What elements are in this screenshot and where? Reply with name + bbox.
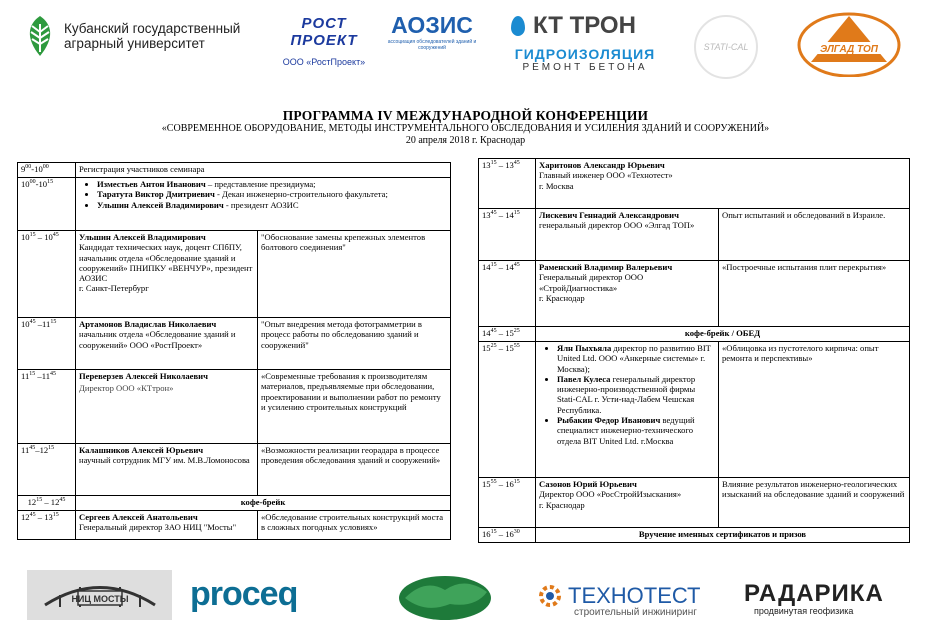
table-row xyxy=(479,327,910,342)
time-cell: $9^{00}-10^{00}$ xyxy=(18,163,76,178)
conference-date: 20 апреля 2018 г. Краснодар xyxy=(405,135,526,146)
nic-mosty-logo xyxy=(27,570,172,620)
time-cell: $14^{45} - 15^{25}$ xyxy=(479,327,536,342)
program-title: ПРОГРАММА IV МЕЖДУНАРОДНОЙ КОНФЕРЕНЦИИ xyxy=(282,108,649,123)
schedule-table-right xyxy=(478,158,910,543)
table-row xyxy=(479,478,910,528)
table-row xyxy=(479,159,910,209)
time-cell: $12^{15} - 12^{45}$ xyxy=(18,496,76,511)
kttron-name: КТ ТРОН xyxy=(533,12,636,39)
rostproekt-caption: ООО «РостПроект» xyxy=(282,57,366,67)
table-row xyxy=(479,342,910,478)
time-cell: $10^{45}$ $-11^{15}$ xyxy=(18,318,76,370)
kttron-line2: ГИДРОИЗОЛЯЦИЯ xyxy=(514,46,656,62)
water-drop-icon xyxy=(511,16,525,36)
rostproekt-logo xyxy=(276,15,372,69)
radarika-caption: продвинутая геофизика xyxy=(754,606,854,616)
kttron-line3: РЕМОНТ БЕТОНА xyxy=(522,62,648,73)
bridge-icon xyxy=(40,575,160,615)
list-item: • Изместьев Антон Иванович – представление президиума; xyxy=(97,179,447,189)
speaker-cell: Харитонов Александр Юрьевич Главный инженер ООО «Технотест» г. Москва xyxy=(536,159,910,209)
table-row xyxy=(18,163,451,178)
time-cell: $16^{15} - 16^{30}$ xyxy=(479,528,536,543)
elgad-emblem-icon xyxy=(797,12,901,77)
tehnotest-name: ТЕХНОТЕСТ xyxy=(568,583,701,608)
kgau-name-line1: Кубанский государственный xyxy=(64,21,241,36)
table-row xyxy=(18,496,451,511)
table-row xyxy=(18,318,451,370)
kgau-name-line2: аграрный университет xyxy=(64,36,205,51)
time-cell: $13^{45} - 14^{15}$ xyxy=(479,209,536,261)
list-item: • Рыбакин Федор Иванович ведущий специалист инженерно-технического отдела BIT United Ltd. г.Москва xyxy=(557,415,715,446)
aozis-logo xyxy=(386,12,478,70)
topic-cell: Опыт испытаний и обследований в Израиле. xyxy=(719,209,910,261)
session-cell xyxy=(76,178,451,231)
schedule-table-left xyxy=(17,162,451,540)
tehnotest-caption: строительный инжиниринг xyxy=(574,607,697,618)
table-row xyxy=(18,231,451,318)
table-row xyxy=(18,370,451,444)
time-cell: $14^{15} - 14^{45}$ xyxy=(479,261,536,327)
kttron-logo xyxy=(505,12,665,88)
aozis-caption: ассоциация обследователей зданий и сооружений xyxy=(387,39,477,51)
speaker-list xyxy=(539,343,715,446)
speaker-cell xyxy=(536,342,719,478)
conference-theme: «СОВРЕМЕННОЕ ОБОРУДОВАНИЕ, МЕТОДЫ ИНСТРУМЕНТАЛЬНОГО ОБСЛЕДОВАНИЯ И УСИЛЕНИЯ ЗДАНИЙ И СООРУЖЕНИЙ» xyxy=(161,123,770,134)
radarika-name: РАДАРИКА xyxy=(744,580,884,607)
list-item: • Ульшин Алексей Владимирович - президент АОЗИС xyxy=(97,200,447,210)
break-cell: кофе-брейк / ОБЕД xyxy=(536,327,910,342)
proceq-logo: proceq xyxy=(190,574,298,613)
rostproekt-mark: РОСТ ПРОЕКТ xyxy=(290,15,358,49)
elgad-top-logo xyxy=(797,12,901,77)
session-cell: Регистрация участников семинара xyxy=(76,163,451,178)
table-row xyxy=(18,444,451,496)
tehnotest-logo xyxy=(536,582,714,622)
topic-cell: «Построечные испытания плит перекрытия» xyxy=(719,261,910,327)
speaker-cell: Калашников Алексей Юрьевич научный сотрудник МГУ им. М.В.Ломоносова xyxy=(76,444,258,496)
list-item: • Ялн Пыхъяла директор по развитию BIT United Ltd. ООО «Анкерные системы» г. Москва); xyxy=(557,343,715,374)
time-cell: $11^{15}$ $-11^{45}$ xyxy=(18,370,76,444)
table-row xyxy=(18,511,451,540)
time-cell: $15^{25} - 15^{55}$ xyxy=(479,342,536,478)
radarika-logo xyxy=(744,580,902,625)
break-cell: кофе-брейк xyxy=(76,496,451,511)
topic-cell: "Обоснование замены крепежных элементов болтового соединения" xyxy=(258,231,451,318)
time-cell: $10^{15} - 10^{45}$ xyxy=(18,231,76,318)
stati-cal-logo xyxy=(694,15,758,79)
speaker-cell: Лискевич Геннадий Александрович генеральный директор ООО «Элгад ТОП» xyxy=(536,209,719,261)
time-cell: $13^{15} - 13^{45}$ xyxy=(479,159,536,209)
aozis-mark: АОЗИС xyxy=(391,12,473,38)
speaker-list xyxy=(79,179,447,210)
gear-icon xyxy=(536,582,568,610)
table-row xyxy=(18,178,451,231)
topic-cell: "Опыт внедрения метода фотограмметрии в процесс работы по обследованию зданий и сооружений" xyxy=(258,318,451,370)
list-item: • Таратута Виктор Дмитриевич - Декан инженерно-строительного факультета; xyxy=(97,189,447,199)
time-cell: $10^{00}-10^{15}$ xyxy=(18,178,76,231)
speaker-cell: Ульшин Алексей Владимирович Кандидат технических наук, доцент СПбПУ, начальник отдела «Обследование зданий и сооружений» ПНИПКУ «ВЕНЧУР», президент АОЗИС г. Санкт-Петербург xyxy=(76,231,258,318)
table-row xyxy=(479,209,910,261)
stati-cal-mark: STATI-CAL xyxy=(703,42,749,52)
time-cell: $12^{45} - 13^{15}$ xyxy=(18,511,76,540)
topic-cell: «Возможности реализации георадара в процессе проведения обследования зданий и сооружений» xyxy=(258,444,451,496)
time-cell: $15^{55} - 16^{15}$ xyxy=(479,478,536,528)
topic-cell: «Облицовка из пустотелого кирпича: опыт ремонта и перспективы» xyxy=(719,342,910,478)
russia-map-logo xyxy=(395,568,495,623)
nic-mosty-mark: НИЦ МОСТЫ xyxy=(70,594,129,604)
time-cell: $11^{45}-12^{15}$ xyxy=(18,444,76,496)
russia-map-icon xyxy=(395,568,495,623)
speaker-cell: Раменский Владимир Валерьевич Генеральный директор ООО «СтройДиагностика» г. Краснодар xyxy=(536,261,719,327)
table-row xyxy=(479,261,910,327)
list-item: • Павел Кулеса генеральный директор инженерно-производственной фирмы Stati-CAL г. Усти-над-Лабем Чешская Республика. xyxy=(557,374,715,415)
kgau-leaf-icon xyxy=(22,14,58,58)
awards-cell: Вручение именных сертификатов и призов xyxy=(536,528,910,543)
elgad-mark: ЭЛГАД ТОП xyxy=(820,44,878,55)
topic-cell: «Современные требования к производителям материалов, предъявляемые при обследовании, проектировании и выполнении работ по ремонту и усилению строительных конструкций xyxy=(258,370,451,444)
kgau-logo xyxy=(22,10,247,62)
speaker-cell: Артамонов Владислав Николаевич начальник отдела «Обследование зданий и сооружений» ООО «РостПроект» xyxy=(76,318,258,370)
topic-cell: «Обследование строительных конструкций моста в сложных погодных условиях» xyxy=(258,511,451,540)
speaker-cell: Сазонов Юрий Юрьевич Директор ООО «РосСтройИзыскания» г. Краснодар xyxy=(536,478,719,528)
speaker-cell: Переверзев Алексей Николаевич Директор ООО «КТтрон» xyxy=(76,370,258,444)
table-row xyxy=(479,528,910,543)
topic-cell: Влияние результатов инженерно-геологических изысканий на обследование зданий и сооружений xyxy=(719,478,910,528)
speaker-cell: Сергеев Алексей Анатольевич Генеральный директор ЗАО НИЦ "Мосты" xyxy=(76,511,258,540)
